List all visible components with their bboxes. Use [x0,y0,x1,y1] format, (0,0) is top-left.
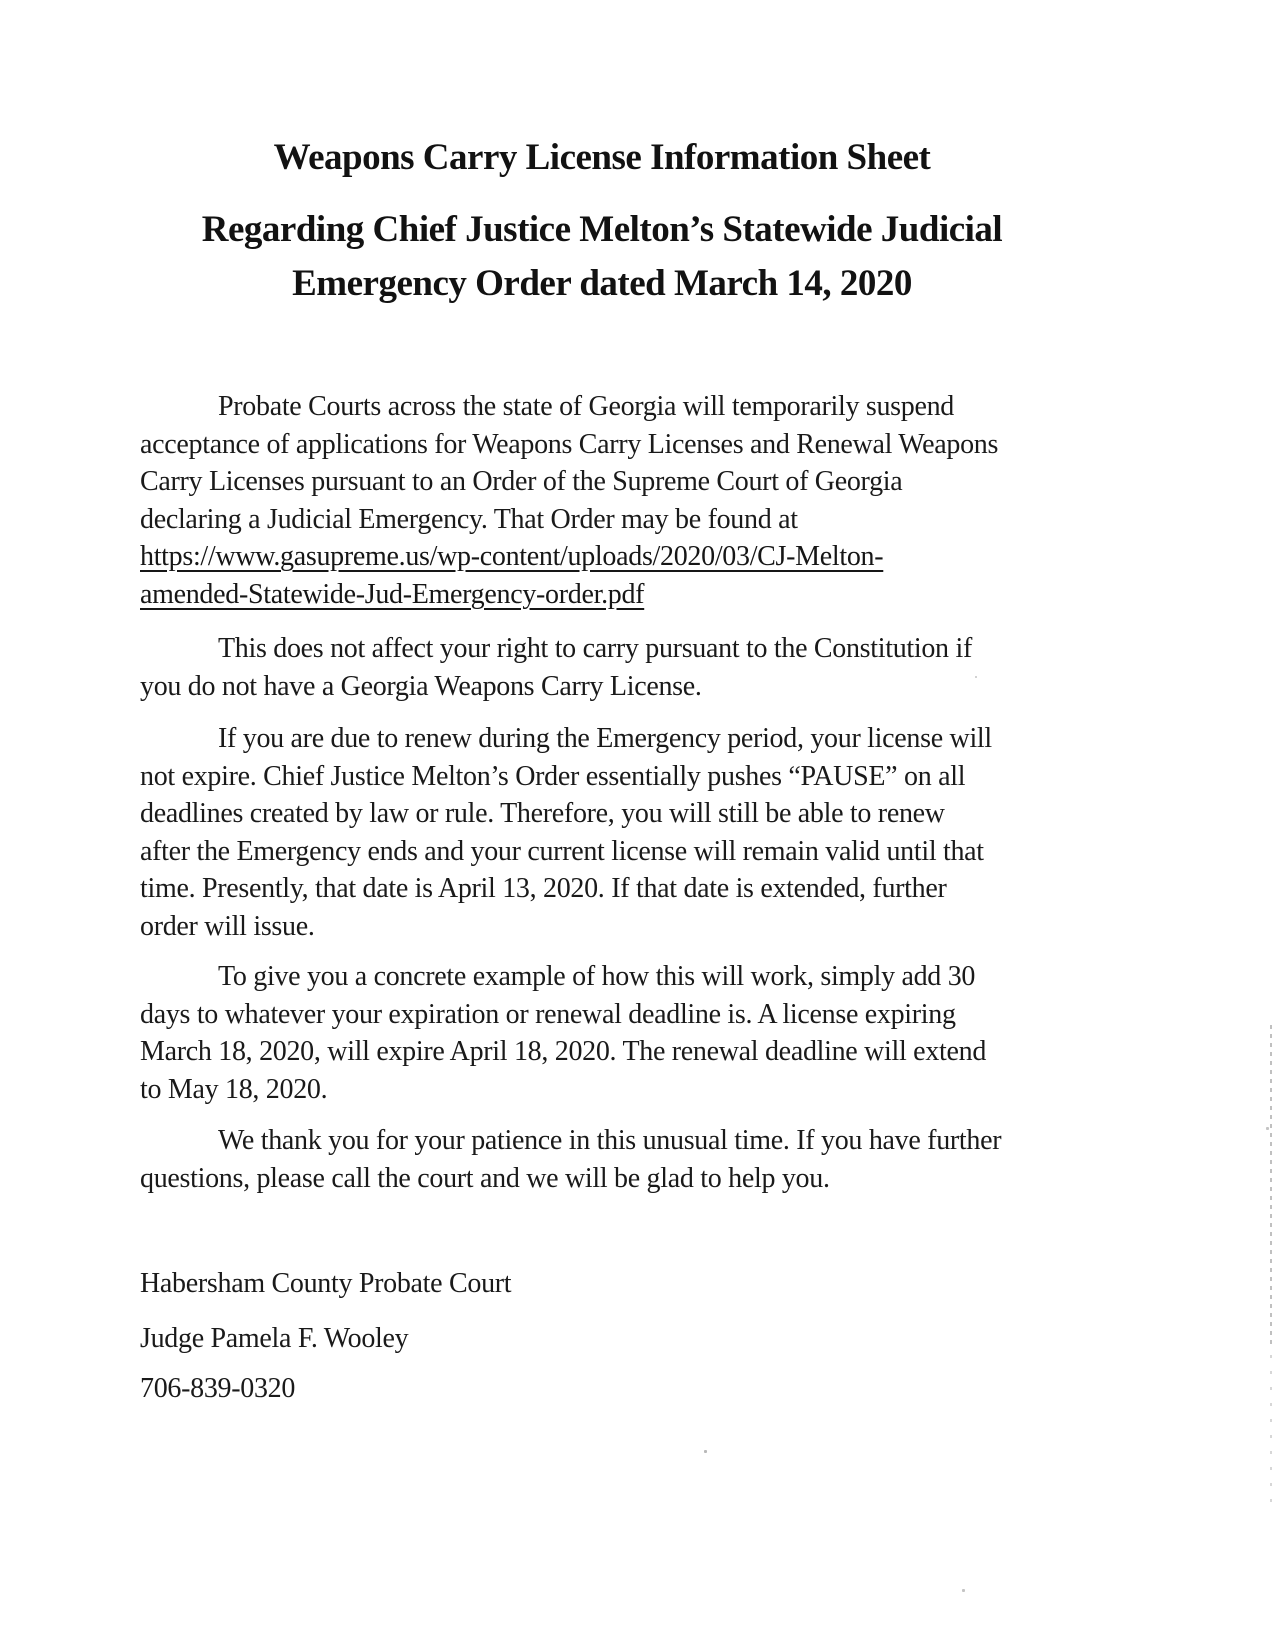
paragraph-line: This does not affect your right to carry pursuant to the Constitution if [218,633,972,664]
paragraph-line: We thank you for your patience in this unusual time. If you have further [218,1125,1002,1156]
signature-judge-name: Judge Pamela F. Wooley [140,1323,409,1354]
paragraph-thanks [140,1122,1140,1197]
paragraph-line: If you are due to renew during the Emergency period, your license will [218,723,992,754]
paragraph-constitution-carry [140,630,1140,705]
paragraph-line: you do not have a Georgia Weapons Carry License. [140,670,702,702]
paragraph-line: acceptance of applications for Weapons Carry Licenses and Renewal Weapons [140,428,999,460]
paragraph-line: deadlines created by law or rule. Therefore, you will still be able to renew [140,798,945,829]
scan-speck [1266,1127,1269,1130]
paragraph-line: Carry Licenses pursuant to an Order of the Supreme Court of Georgia [140,466,903,497]
scan-speck [962,1589,965,1592]
paragraph-line: not expire. Chief Justice Melton’s Order essentially pushes “PAUSE” on all [140,760,966,792]
document-subtitle-line-1: Regarding Chief Justice Melton’s Statewide Judicial [201,209,1003,250]
paragraph-line: after the Emergency ends and your current license will remain valid until that [140,835,984,867]
signature-phone-number: 706-839-0320 [140,1373,296,1404]
signature-court-name: Habersham County Probate Court [140,1268,512,1299]
paragraph-line: questions, please call the court and we will be glad to help you. [140,1162,830,1194]
paragraph-line: Probate Courts across the state of Georgia will temporarily suspend [218,391,954,422]
scan-artifact-dotted-line-sparse [1270,1355,1272,1505]
paragraph-line: To give you a concrete example of how this will work, simply add 30 [218,961,976,992]
paragraph-renewal-pause [140,720,1140,945]
document-title: Weapons Carry License Information Sheet [273,137,931,178]
paragraph-suspension [140,388,1140,613]
paragraph-concrete-example [140,958,1140,1108]
order-url-line-1[interactable]: https://www.gasupreme.us/wp-content/uploads/2020/03/CJ-Melton- [140,541,884,572]
order-url-line-2[interactable]: amended-Statewide-Jud-Emergency-order.pdf [140,578,645,610]
scan-speck [704,1450,707,1453]
paragraph-line: to May 18, 2020. [140,1073,328,1105]
document-subtitle-line-2: Emergency Order dated March 14, 2020 [292,263,912,304]
scan-artifact-dotted-line [1270,1025,1272,1345]
paragraph-line: order will issue. [140,910,315,942]
scan-speck [975,676,977,678]
paragraph-line: days to whatever your expiration or renewal deadline is. A license expiring [140,998,956,1030]
paragraph-line: time. Presently, that date is April 13, 2020. If that date is extended, further [140,873,947,904]
paragraph-line: declaring a Judicial Emergency. That Order may be found at [140,503,798,535]
paragraph-line: March 18, 2020, will expire April 18, 2020. The renewal deadline will extend [140,1036,987,1067]
